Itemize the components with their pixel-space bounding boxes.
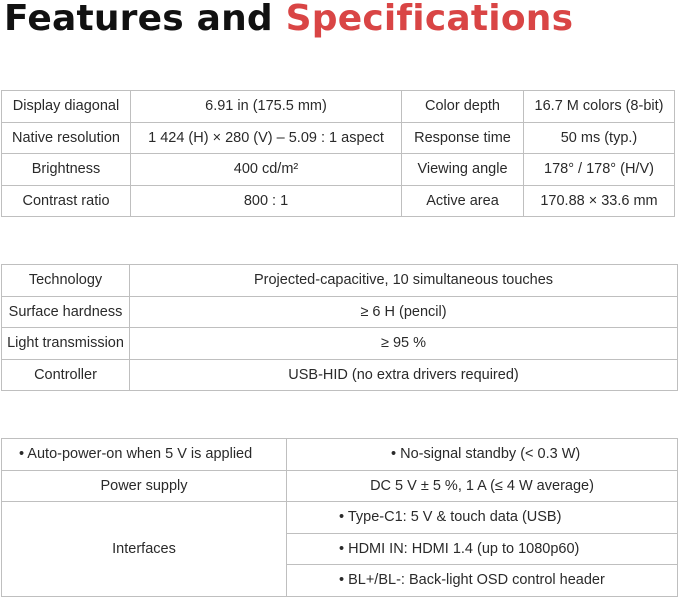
spec-label: Technology [2, 265, 130, 297]
spec-label: Contrast ratio [2, 185, 131, 217]
spec-label: Surface hardness [2, 296, 130, 328]
spec-label: Brightness [2, 154, 131, 186]
table-row [2, 122, 675, 154]
spec-label: Native resolution [2, 122, 131, 154]
table-row [2, 91, 675, 123]
spec-value: Projected-capacitive, 10 simultaneous touches [130, 265, 678, 297]
table-row [2, 502, 678, 534]
display-specs-table [1, 90, 675, 217]
table-row [2, 265, 678, 297]
interface-item: • Type-C1: 5 V & touch data (USB) [287, 502, 678, 534]
power-interfaces-table [1, 438, 678, 597]
table-row [2, 328, 678, 360]
interface-item: • HDMI IN: HDMI 1.4 (up to 1080p60) [287, 533, 678, 565]
table-row [2, 470, 678, 502]
feature-standby: • No-signal standby (< 0.3 W) [287, 439, 678, 471]
spec-value: 16.7 M colors (8-bit) [524, 91, 675, 123]
title-main: Features and [4, 0, 286, 39]
interface-item: • BL+/BL-: Back-light OSD control header [287, 565, 678, 597]
feature-auto-power: • Auto-power-on when 5 V is applied [2, 439, 287, 471]
table-row [2, 154, 675, 186]
spec-label: Power supply [2, 470, 287, 502]
touch-specs-table [1, 264, 678, 391]
spec-value: ≥ 95 % [130, 328, 678, 360]
spec-label: Light transmission [2, 328, 130, 360]
table-row [2, 185, 675, 217]
spec-label: Response time [402, 122, 524, 154]
page-title [4, 0, 573, 39]
spec-value: 6.91 in (175.5 mm) [131, 91, 402, 123]
spec-label: Controller [2, 359, 130, 391]
spec-value: USB-HID (no extra drivers required) [130, 359, 678, 391]
table-row [2, 296, 678, 328]
spec-value: 800 : 1 [131, 185, 402, 217]
spec-value: DC 5 V ± 5 %, 1 A (≤ 4 W average) [287, 470, 678, 502]
title-accent: Specifications [285, 0, 574, 39]
spec-value: 170.88 × 33.6 mm [524, 185, 675, 217]
spec-label: Active area [402, 185, 524, 217]
spec-value: 400 cd/m² [131, 154, 402, 186]
spec-value: 50 ms (typ.) [524, 122, 675, 154]
interfaces-label: Interfaces [2, 502, 287, 597]
spec-label: Color depth [402, 91, 524, 123]
spec-label: Display diagonal [2, 91, 131, 123]
spec-value: 1 424 (H) × 280 (V) – 5.09 : 1 aspect [131, 122, 402, 154]
table-row [2, 439, 678, 471]
spec-value: ≥ 6 H (pencil) [130, 296, 678, 328]
spec-label: Viewing angle [402, 154, 524, 186]
table-row [2, 359, 678, 391]
spec-value: 178° / 178° (H/V) [524, 154, 675, 186]
